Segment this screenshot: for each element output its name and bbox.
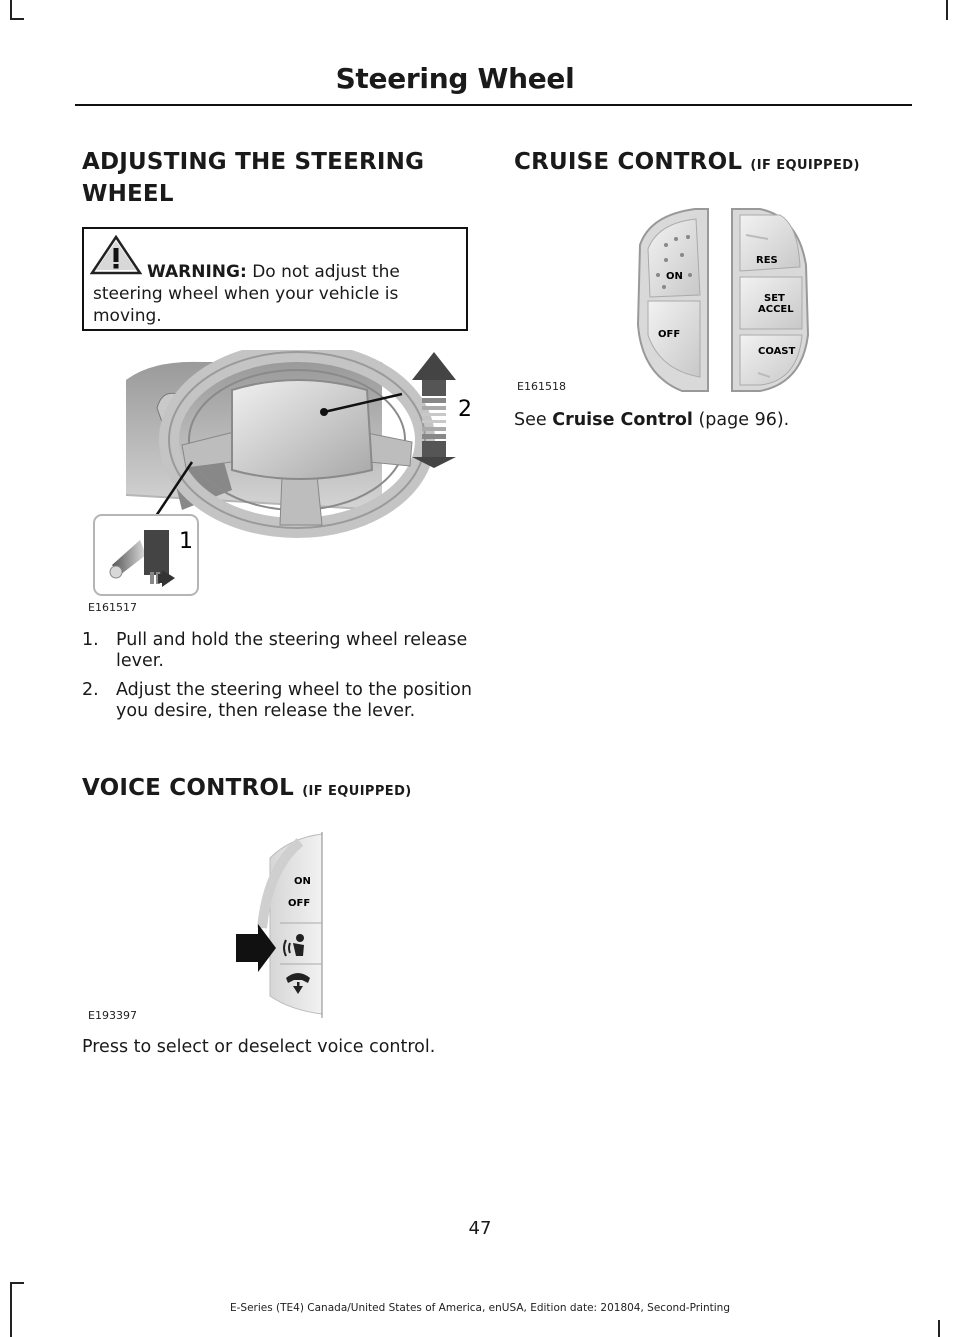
warning-body: Do not adjust the steering wheel when your vehicle is moving.	[93, 262, 400, 326]
cruise-accel-label: ACCEL	[758, 304, 794, 315]
crop-mark-top-right-v	[946, 0, 948, 20]
adjusting-steps	[82, 630, 472, 730]
cruise-heading: CRUISE CONTROL (IF EQUIPPED)	[514, 149, 860, 175]
crop-mark-bottom-right-v	[938, 1320, 940, 1337]
cruise-coast-label: COAST	[758, 346, 796, 357]
callout-2: 2	[458, 397, 472, 422]
crop-mark-top-left-h	[10, 18, 24, 20]
crop-mark-top-left-v	[10, 0, 12, 20]
header-rule	[75, 104, 912, 106]
cruise-off-label: OFF	[658, 329, 681, 340]
cruise-res-label: RES	[756, 255, 778, 266]
callout-1: 1	[179, 529, 193, 554]
warning-label: WARNING:	[147, 262, 247, 282]
warning-box	[82, 227, 468, 331]
adjusting-heading: ADJUSTING THE STEERING WHEEL	[82, 149, 425, 207]
list-item: 1. Pull and hold the steering wheel release lever.	[82, 630, 468, 671]
cruise-control-figure	[630, 205, 815, 395]
figure-code-e193397: E193397	[88, 1009, 137, 1022]
chapter-title: Steering Wheel	[335, 62, 575, 95]
warning-text	[93, 261, 458, 327]
voice-off-label: OFF	[288, 898, 311, 909]
crop-mark-bottom-left-h	[10, 1282, 24, 1284]
figure-code-e161518: E161518	[517, 380, 566, 393]
figure-code-e161517: E161517	[88, 601, 137, 614]
cruise-qualifier: (IF EQUIPPED)	[750, 158, 860, 173]
page-number: 47	[468, 1218, 492, 1239]
steering-wheel-figure	[82, 350, 482, 620]
footer-edition: E-Series (TE4) Canada/United States of America, enUSA, Edition date: 201804, Second-Printing	[229, 1302, 730, 1314]
voice-caption: Press to select or deselect voice control.	[82, 1037, 436, 1057]
voice-qualifier: (IF EQUIPPED)	[302, 784, 412, 799]
voice-heading: VOICE CONTROL (IF EQUIPPED)	[82, 775, 412, 801]
cruise-on-label: ON	[666, 271, 683, 282]
cruise-see-reference: See Cruise Control (page 96).	[514, 410, 790, 430]
list-item: 2. Adjust the steering wheel to the position you desire, then release the lever.	[82, 680, 472, 721]
voice-control-figure	[230, 828, 340, 1020]
cruise-control-link[interactable]: Cruise Control	[552, 410, 693, 430]
cruise-set-label: SET	[764, 293, 785, 304]
voice-on-label: ON	[294, 876, 311, 887]
